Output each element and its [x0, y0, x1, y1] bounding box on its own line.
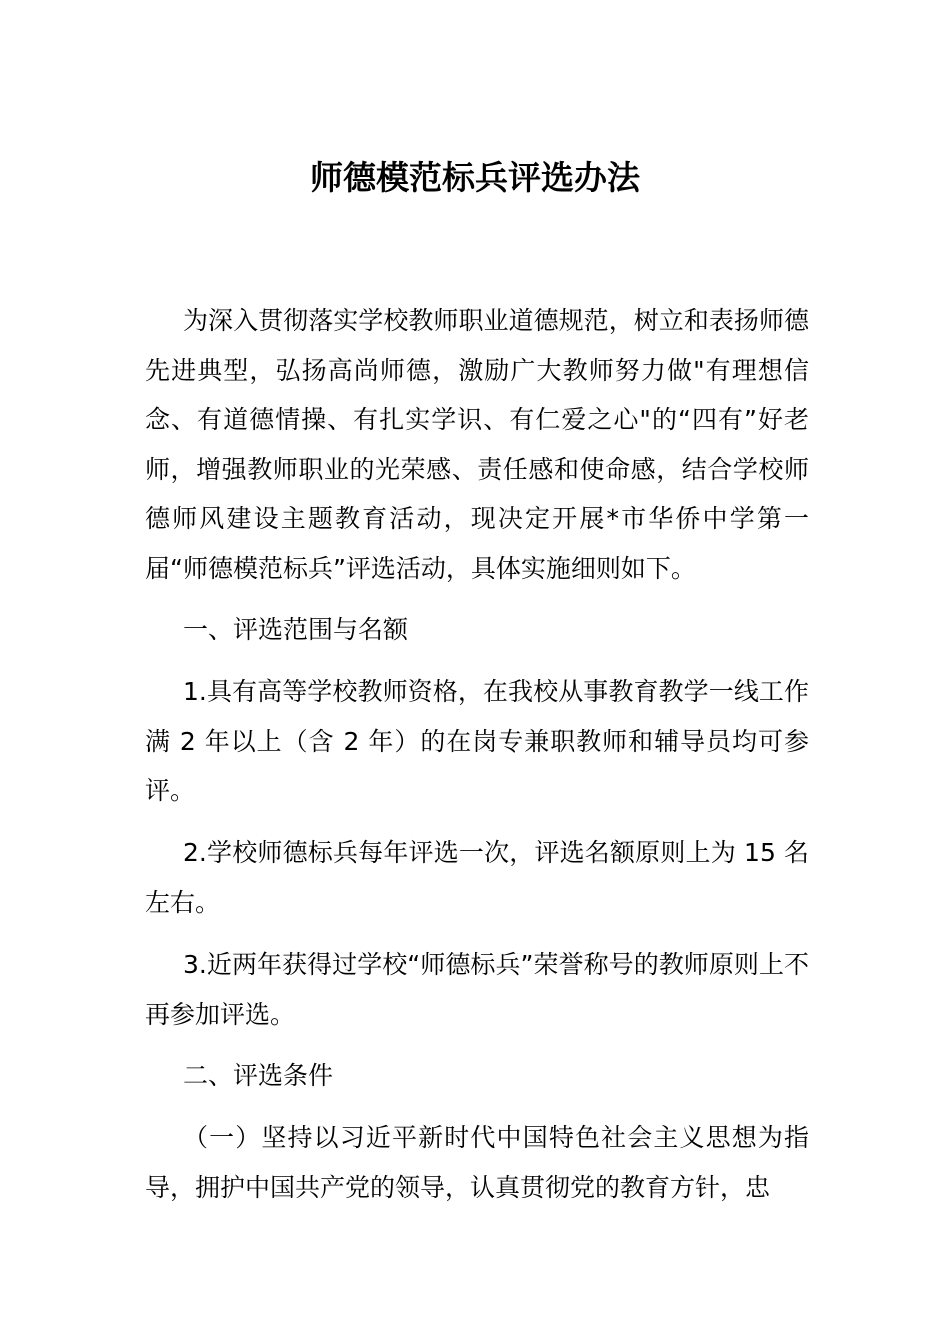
scope-item-2: 2.学校师德标兵每年评选一次，评选名额原则上为 15 名左右。 — [145, 838, 809, 917]
section-heading-scope: 一、评选范围与名额 — [183, 615, 409, 644]
document-title: 师德模范标兵评选办法 — [310, 158, 640, 197]
intro-paragraph: 为深入贯彻落实学校教师职业道德规范，树立和表扬师德先进典型，弘扬高尚师德，激励广大教师努力做"有理想信念、有道德情操、有扎实学识、有仁爱之心"的“四有”好老师，增强教师职业的光荣感、责任感和使命感，结合学校师德师风建设主题教育活动，现决定开展*市华侨中学第一届“师德模范标兵”评选活动，具体实施细则如下。 — [145, 306, 809, 583]
section-heading-criteria: 二、评选条件 — [183, 1061, 334, 1090]
scope-item-1: 1.具有高等学校教师资格，在我校从事教育教学一线工作满 2 年以上（含 2 年）的在岗专兼职教师和辅导员均可参评。 — [145, 677, 809, 805]
criteria-item-1: （一）坚持以习近平新时代中国特色社会主义思想为指导，拥护中国共产党的领导，认真贯彻党的教育方针，忠 — [145, 1123, 809, 1202]
scope-item-3: 3.近两年获得过学校“师德标兵”荣誉称号的教师原则上不再参加评选。 — [145, 950, 809, 1029]
